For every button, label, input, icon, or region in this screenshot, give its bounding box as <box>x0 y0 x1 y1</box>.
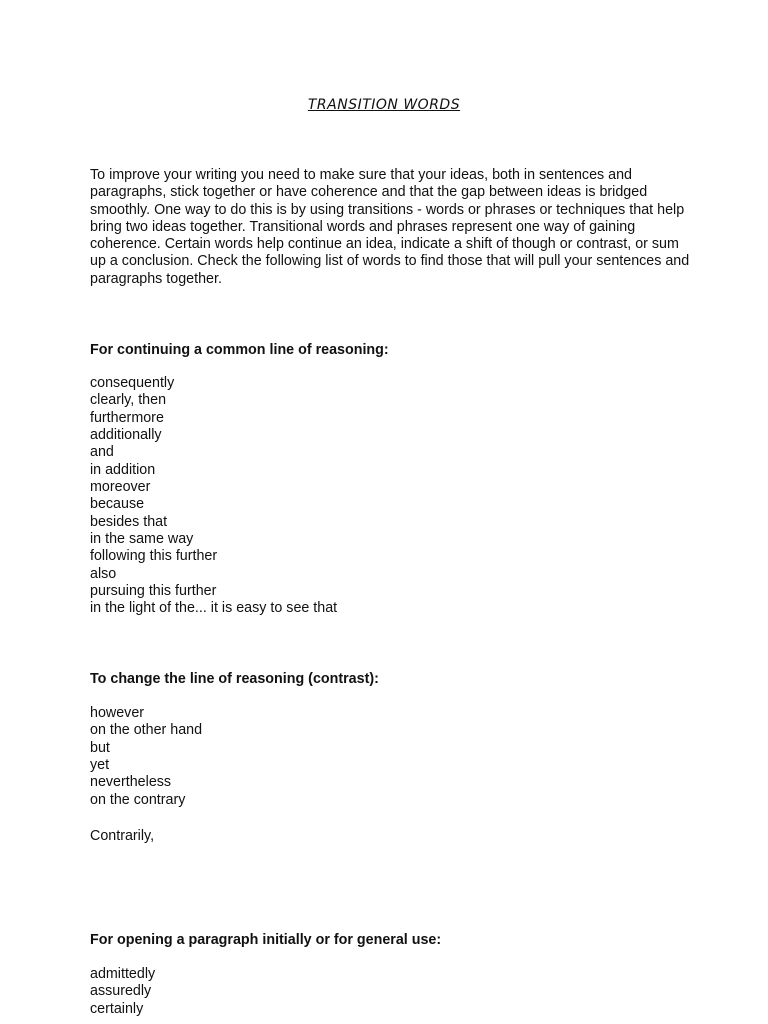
list-item: in the light of the... it is easy to see that <box>90 600 338 617</box>
section-heading-opening: For opening a paragraph initially or for general use: <box>90 932 442 948</box>
word-list-contrast <box>90 705 202 809</box>
section-heading-contrast: To change the line of reasoning (contrast): <box>90 671 379 687</box>
list-item: in the same way <box>90 531 194 548</box>
list-item: following this further <box>90 548 218 565</box>
list-item: also <box>90 565 117 582</box>
list-item: certainly <box>90 1000 144 1017</box>
list-item: on the other hand <box>90 722 203 739</box>
document-title: TRANSITION WORDS <box>307 97 461 113</box>
section-heading-continuing: For continuing a common line of reasoning: <box>90 342 389 358</box>
list-item: furthermore <box>90 409 164 426</box>
list-item: because <box>90 496 145 513</box>
word-list-opening <box>90 966 155 1018</box>
list-item: yet <box>90 757 110 774</box>
list-item: nevertheless <box>90 774 172 791</box>
list-item: and <box>90 444 114 461</box>
list-item: assuredly <box>90 983 152 1000</box>
list-item: admittedly <box>90 966 156 982</box>
list-item: on the contrary <box>90 791 186 808</box>
list-item: in addition <box>90 461 156 478</box>
list-item: pursuing this further <box>90 583 217 600</box>
list-item: additionally <box>90 427 162 444</box>
list-item: moreover <box>90 479 151 496</box>
list-item: but <box>90 739 110 756</box>
contrast-extra-item: Contrarily, <box>90 828 155 844</box>
word-list-continuing <box>90 375 337 618</box>
intro-paragraph: To improve your writing you need to make sure that your ideas, both in sentences and paragraphs, stick together or have coherence and that the gap between ideas is bridged smoothly. One way to do this is by using transitions - words or phrases or techniques that help bring two ideas together. Transitional words and phrases represent one way of gaining coherence. Certain words help continue an idea, indicate a shift of though or contrast, or sum up a conclusion. Check the following list of words to find those that will pull your sentences and paragraphs together. <box>90 167 690 287</box>
list-item: besides that <box>90 513 168 530</box>
list-item: clearly, then <box>90 392 167 409</box>
list-item: however <box>90 705 145 721</box>
list-item: consequently <box>90 375 175 391</box>
